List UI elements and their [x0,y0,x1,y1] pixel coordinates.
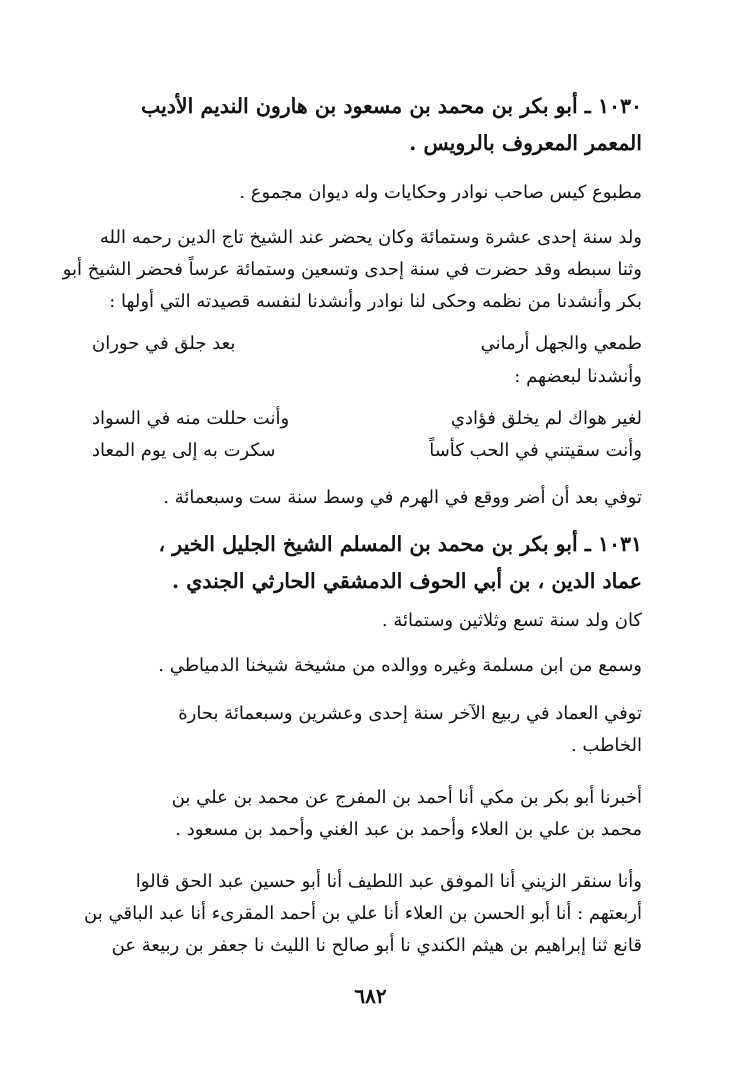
verse-first-hemistich: لغير هواك لم يخلق فؤادي [450,408,642,429]
page-number: ٦٨٢ [354,984,387,1008]
isnad-chain-2: وأنا سنقر الزيني أنا الموفق عبد اللطيف أنا أبو حسين عبد الحق قالوا أربعتهم : أنا أبو الحسن بن العلاء أنا علي بن أحمد المقرىء أنا عبد الباقي بن قانع ثنا إبراهيم بن هيثم الكندي نا أبو صالح نا الليث نا جعفر بن ربيعة عن [84,871,642,956]
verse-line-2 [92,408,642,438]
entry-1031-birth: كان ولد سنة تسع وثلاثين وستمائة . [381,610,642,631]
verse-second-hemistich: بعد جلق في حوران [92,333,236,354]
entry-1030-death: توفي بعد أن أضر ووقع في الهرم في وسط سنة ست وسبعمائة . [163,487,642,508]
entry-1030-description: مطبوع كيس صاحب نوادر وحكايات وله ديوان مجموع . [239,182,642,203]
verse-first-hemistich: وأنت سقيتني في الحب كأساً [429,440,642,461]
entry-1031-death: توفي العماد في ربيع الآخر سنة إحدى وعشرين وسبعمائة بحارة الخاطب . [178,703,642,756]
entry-1031-heading: ١٠٣١ ـ أبو بكر بن محمد بن المسلم الشيخ الجليل الخير ، عماد الدين ، بن أبي الحوف الدمشقي الحارثي الجندي . [158,532,642,593]
isnad-chain-1: أخبرنا أبو بكر بن مكي أنا أحمد بن المفرج عن محمد بن علي بن محمد بن علي بن العلاء وأحمد بن عبد الغني وأحمد بن مسعود . [171,787,642,840]
verse-second-hemistich: وأنت حللت منه في السواد [92,408,290,429]
verse-first-hemistich: طمعي والجهل أرماني [480,333,642,354]
verse-second-hemistich: سكرت به إلى يوم المعاد [92,440,276,461]
recitation-intro: وأنشدنا لبعضهم : [514,366,642,387]
entry-1030-heading: ١٠٣٠ ـ أبو بكر بن محمد بن مسعود بن هارون النديم الأديب المعمر المعروف بالرويس . [140,94,642,155]
entry-1031-teachers: وسمع من ابن مسلمة وغيره ووالده من مشيخة شيخنا الدمياطي . [158,655,642,676]
verse-line-1 [92,333,642,363]
entry-1030-biography: ولد سنة إحدى عشرة وستمائة وكان يحضر عند الشيخ تاج الدين رحمه الله وثنا سبطه وقد حضرت في سنة إحدى وتسعين وستمائة عرساً فحضر الشيخ أبو بكر وأنشدنا من نظمه وحكى لنا نوادر وأنشدنا لنفسه قصيدته التي أولها : [62,227,642,312]
verse-line-3 [92,440,642,470]
